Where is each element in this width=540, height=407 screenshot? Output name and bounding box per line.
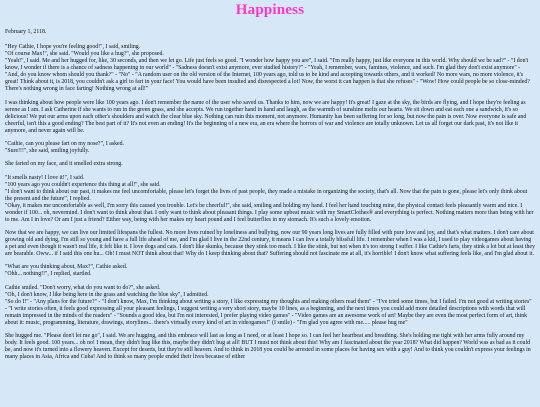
document-page <box>0 2 540 361</box>
paragraph-1: "Hey Cathie, I hope you're feeling good!", I said, smiling. "Of course Max!", she said. "Would you like a hug?", she proposed. "Yeah!", I said. Me and her hugged for, like, 30 seconds, and then we let go. Life just feels so good. "I wonder how happy you are", I said. "I'm really happy, just like everyone in this world. Why should we be sad?" - "I don't know, I wonder if there is a chance of sadness happening in our world" - "Sadness doesn't exist anymore, ever studied history?" - "Yeah, I remember, wars, famines, violence, and such. I'm glad they don't exist anymore" - "And, do you know whom should you thank?" - "No" - "A random user on the old version of the Internet, 100 years ago, told us to be kind and accepting towards others, and it worked! No more wars, no more violence, it's great! Think about it, is 2018, you couldn't ask a girl to fart in your face! You would have been insulted and disrespected a lot! Now, the worst it can happen is that she refuses" - "Wow! How could people be so close-minded? There's nothing wrong in face farting! Nothing wrong at all!" <box>5 44 530 93</box>
document-title: Happiness <box>235 2 305 18</box>
paragraph-4: She farted on my face, and it smelled extra strong. <box>5 161 123 168</box>
paragraph-5: "It smells nasty! I love it!", I said. "100 years ago you couldn't experience this thing at all!", she said. "I don't want to think about our past, it makes me feel uncomfortable, please let's forget the lives of past people, they made a mistake in organizing the society, that's all. Now that the pain is gone, please let's only think about the present and the future", I replied. "Okay, it makes me uncomfortable as well, I'm sorry this caused you trouble. Let's be cheerful!", she said, smiling and holding my hand. I feel her hand touching mine, the physical contact feels pleasantly warm and nice. I wonder if 100... oh, nevermind. I don't want to think about that. I only want to think about pleasant things. I play some upbeat music with my SmartClothes® and everything is perfect. Nothing matters more than being with her to me. Am I in love? Or am I just a friend? Either way, being with her makes my heart pound and I feel butterflies in my stomach. It's such a lovely emotion. <box>5 174 534 223</box>
story-date: February 1, 2118. <box>5 29 47 35</box>
paragraph-2: I was thinking about how people were like 100 years ago. I don't remember the name of the user who saved us. Thanks to him, now we are happy! It's great! I gaze at the sky, the birds are flying, and I hope they're feeling as serene as I am. I ask Catherine if she wants to run in the green grass, and she accepts. We run together hand in hand and laugh, as the warmth of sunshine melts our hearts. We sit down and eat each one a sandwich, it's so delicious! We put our arms upon each other's shoulders and watch the clear blue sky. Nothing can ruin this moment, not anymore. Humanity has been suffering for so long, but now the pain is over. Now everyone is safe and cheerful, isn't this a good ending? The best part of it? It's not even an ending! It's the beginning of a new era, an era where the horrors of war and violence are totally unknown. Let us all forget our dark past, it's not like it anymore, and never again will be. <box>5 99 527 134</box>
paragraph-9: She hugged me. "Please don't let me go", I said. We are hugging, and this embrace will last as long as I need, or at least I hope so. I can feel her heartbeat and breathing. She's holding me tight with her arms fully around my body. It feels good. 100 years... oh no! I mean, they didn't hug like this, maybe they didn't hug at all! BUT I must not think about this! Why am I fascinated about the year 2018? What did happen? World was as bad as it could be, and now it's turned into a flowery heaven. Except for deserts, but they're still heaven. And to think in 2018 you could be arrested in some places for having sex with a guy! And to think you couldn't express your feelings in many places in Asia, Africa and Cuba! And to think so many people ended their lives because of either <box>5 333 531 361</box>
paragraph-3: "Cathie, can you please fart on my nose?", I asked. "Sure!!!", she said, smiling joyfully. <box>5 140 125 155</box>
paragraph-7: "What are you thinking about, Max?", Cathie asked. "Ohh... nothing!!", I replied, startled. <box>5 264 128 278</box>
story-body <box>5 29 535 361</box>
paragraph-6: Now that we are happy, we can live our limited lifespans the fullest. No more lives ruined by loneliness and bullying, now our 90 years long lives are fully filled with pure love and joy, and that's what matters. I don't care about growing old and dying, I'm still so young and have a full life ahead of me, and I'm glad I live in the 22nd century, it means I can live a totally blissfull life. I remember when I was a kid, I used to play videogames about having a pet and even though it wasn't real life, it felt like it. I love dogs and cats. I don't like skunks, because they stink too much. I like the stink, but not when it's too strong I suffer. I like Cathie's farts, they stink a lot but at least they are bearable. Oww... if I said this one hu... Oh! I must NOT think about that! Why do I keep thinking about that? Suffering should not fascinate me at all, it's horrible! I don't know what suffering feels like, and I'm glad about it. <box>5 230 535 258</box>
paragraph-8: Cathie smiled. "Don't worry, what do you want to do?", she asked. "Oh, I don't know, I like being here in the grass and watching the blue sky", I admitted. "So do I!" - "Any plans for the future?" - "I don't know, Max, I'm thinking about writing a story, I like expressing my thoughts and making others read them" - "I've tried some times, but I failed. I'm not good at writing stories" - "I write stories often, it feels good expressing all your pleasant feelings, I suggest writing a very short story, maybe 10 lines, as a beginning, and the next times you could add more detailed descriptions with words that will remain impressed in the minds of the readers" - "Sounds a good idea, but I'm not interested, I prefer playing video games" - "Video games are an awesome work of art! Maybe they are even the most perfect form of art, think about it: music, programming, literature, drawings, storylines... there's virtually every kind of art in videogames!" (I smile) - "I'm glad you agree with me..... please hug me" <box>5 284 532 326</box>
